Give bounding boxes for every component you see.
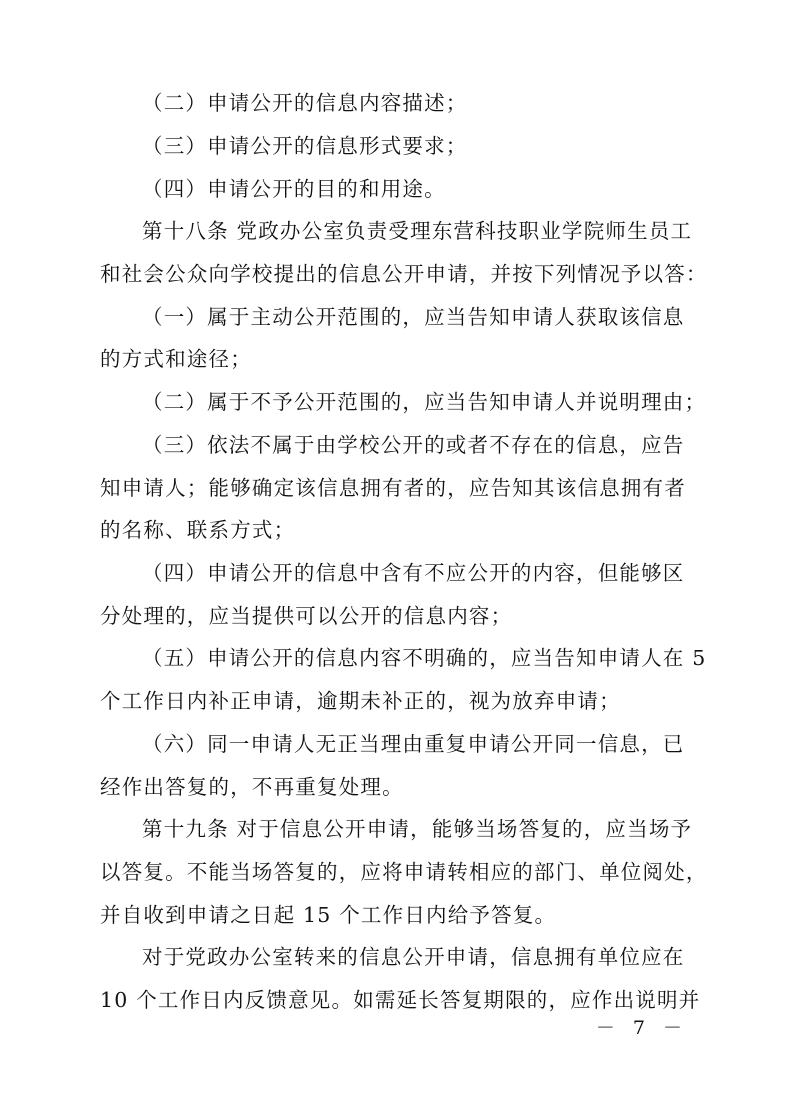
text-line: （三）申请公开的信息形式要求；	[142, 134, 468, 158]
text-line: 以答复。不能当场答复的，应将申请转相应的部门、单位阅处，	[100, 860, 708, 884]
text-line: 10 个工作日内反馈意见。如需延长答复期限的，应作出说明并	[100, 988, 701, 1012]
text-line: （四）申请公开的目的和用途。	[142, 177, 446, 201]
text-line: 的名称、联系方式；	[100, 518, 296, 542]
text-line: （二）属于不予公开范围的，应当告知申请人并说明理由；	[142, 390, 707, 414]
text-line: 第十九条 对于信息公开申请，能够当场答复的，应当场予	[142, 817, 693, 841]
text-line: （三）依法不属于由学校公开的或者不存在的信息，应告	[142, 433, 685, 457]
text-line: （一）属于主动公开范围的，应当告知申请人获取该信息	[142, 305, 685, 329]
text-line: （五）申请公开的信息内容不明确的，应当告知申请人在 5	[142, 646, 707, 670]
text-line: 和社会公众向学校提出的信息公开申请，并按下列情况予以答：	[100, 262, 708, 286]
text-line: （六）同一申请人无正当理由重复申请公开同一信息，已	[142, 732, 685, 756]
text-line: 第十八条 党政办公室负责受理东营科技职业学院师生员工	[142, 219, 693, 243]
text-line: （四）申请公开的信息中含有不应公开的内容，但能够区	[142, 561, 685, 585]
text-line: 的方式和途径；	[100, 347, 252, 371]
text-line: 经作出答复的，不再重复处理。	[100, 775, 404, 799]
text-line: 个工作日内补正申请，逾期未补正的，视为放弃申请；	[100, 689, 621, 713]
text-line: 对于党政办公室转来的信息公开申请，信息拥有单位应在	[142, 945, 685, 969]
text-line: 并自收到申请之日起 15 个工作日内给予答复。	[100, 903, 557, 927]
page-number: － 7 －	[595, 1017, 688, 1039]
text-line: 知申请人；能够确定该信息拥有者的，应告知其该信息拥有者	[100, 476, 686, 500]
text-line: 分处理的，应当提供可以公开的信息内容；	[100, 604, 513, 628]
text-line: （二）申请公开的信息内容描述；	[142, 91, 468, 115]
